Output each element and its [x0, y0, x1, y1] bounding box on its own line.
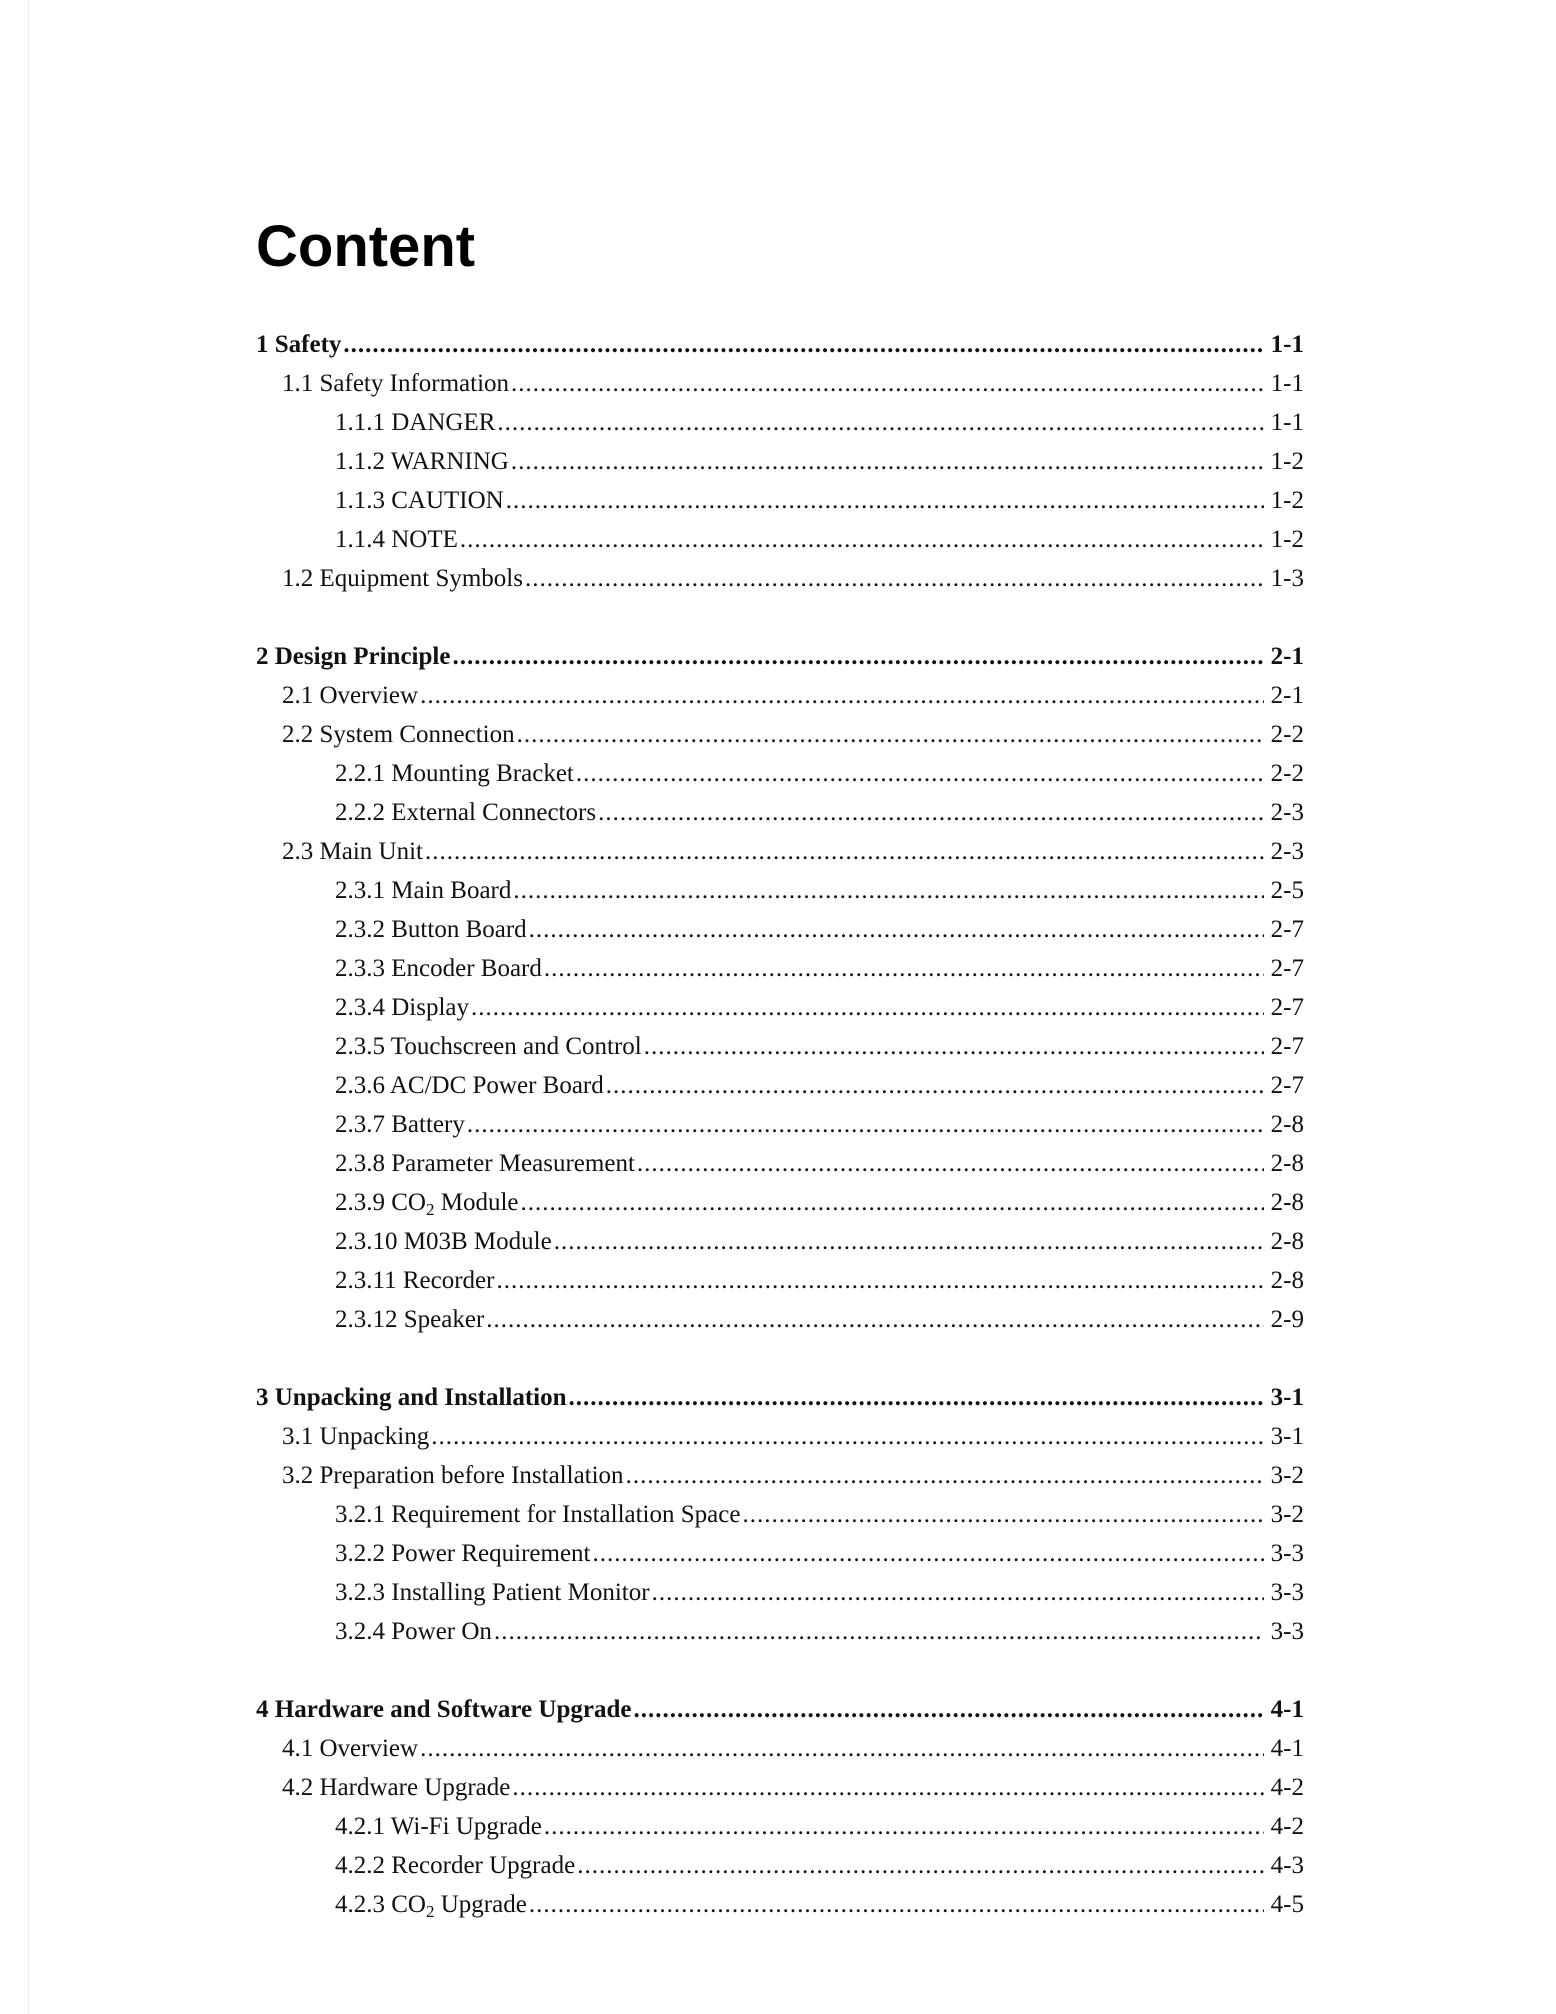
- toc-entry-2-3-5[interactable]: [256, 1027, 1304, 1066]
- toc-label: 2.3.6 AC/DC Power Board: [335, 1072, 604, 1099]
- toc-page-number: 3-3: [1270, 1618, 1304, 1645]
- toc-label: 3.2.3 Installing Patient Monitor: [335, 1579, 650, 1606]
- toc-leader-dots: [471, 988, 1264, 1027]
- toc-entry-4-1[interactable]: [256, 1729, 1304, 1768]
- toc-entry-2[interactable]: [256, 637, 1304, 676]
- toc-leader-dots: [496, 1261, 1264, 1300]
- toc-entry-1-1-2[interactable]: [256, 442, 1304, 481]
- toc-page-number: 2-2: [1270, 721, 1304, 748]
- toc-leader-dots: [742, 1495, 1264, 1534]
- toc-leader-dots: [544, 1807, 1264, 1846]
- toc-page-number: 1-2: [1270, 487, 1304, 514]
- toc-entry-2-3-9[interactable]: [256, 1183, 1304, 1222]
- toc-entry-2-3-3[interactable]: [256, 949, 1304, 988]
- toc-label: 1.1 Safety Information: [282, 370, 510, 397]
- toc-page-number: 2-9: [1270, 1306, 1304, 1333]
- toc-page-number: 4-2: [1270, 1813, 1304, 1840]
- toc-label: 3 Unpacking and Installation: [256, 1384, 567, 1411]
- toc-entry-3-2-2[interactable]: [256, 1534, 1304, 1573]
- toc-label: 2.3.11 Recorder: [335, 1267, 495, 1294]
- toc-entry-3-1[interactable]: [256, 1417, 1304, 1456]
- toc-leader-dots: [626, 1456, 1264, 1495]
- toc-entry-1[interactable]: [256, 325, 1304, 364]
- toc-label: 4.1 Overview: [282, 1735, 419, 1762]
- toc-entry-2-3[interactable]: [256, 832, 1304, 871]
- toc-label: 3.2 Preparation before Installation: [282, 1462, 624, 1489]
- toc-leader-dots: [425, 832, 1264, 871]
- toc-leader-dots: [420, 676, 1264, 715]
- toc-label-suffix: Upgrade: [434, 1891, 527, 1918]
- toc-leader-dots: [576, 754, 1264, 793]
- toc-leader-dots: [511, 364, 1264, 403]
- toc-page-number: 2-7: [1270, 1033, 1304, 1060]
- toc-entry-1-1[interactable]: [256, 364, 1304, 403]
- table-of-contents: [256, 325, 1304, 1924]
- toc-leader-dots: [544, 949, 1264, 988]
- toc-label: 1.1.3 CAUTION: [335, 487, 504, 514]
- toc-leader-dots: [513, 871, 1264, 910]
- toc-entry-3-2-3[interactable]: [256, 1573, 1304, 1612]
- toc-label: 1.1.2 WARNING: [335, 448, 509, 475]
- toc-entry-1-2[interactable]: [256, 559, 1304, 598]
- toc-page-number: 4-1: [1270, 1735, 1304, 1762]
- toc-leader-dots: [529, 1885, 1264, 1924]
- toc-entry-4-2-3[interactable]: [256, 1885, 1304, 1924]
- toc-label: 2.3.12 Speaker: [335, 1306, 485, 1333]
- toc-leader-dots: [517, 715, 1264, 754]
- toc-label: 2.1 Overview: [282, 682, 419, 709]
- toc-leader-dots: [452, 637, 1264, 676]
- toc-entry-3[interactable]: [256, 1378, 1304, 1417]
- toc-page-number: 2-2: [1270, 760, 1304, 787]
- toc-page-number: 2-8: [1270, 1228, 1304, 1255]
- toc-label: 2.3.10 M03B Module: [335, 1228, 552, 1255]
- toc-leader-dots: [420, 1729, 1264, 1768]
- toc-entry-2-2[interactable]: [256, 715, 1304, 754]
- toc-label: 2.3.3 Encoder Board: [335, 955, 542, 982]
- toc-entry-2-2-1[interactable]: [256, 754, 1304, 793]
- toc-label: 2.3.1 Main Board: [335, 877, 512, 904]
- toc-page-number: 1-1: [1270, 331, 1304, 358]
- toc-page-number: 2-7: [1270, 955, 1304, 982]
- toc-label: 2.3.7 Battery: [335, 1111, 465, 1138]
- toc-leader-dots: [497, 403, 1264, 442]
- toc-page-number: 4-2: [1270, 1774, 1304, 1801]
- toc-label: 2 Design Principle: [256, 643, 451, 670]
- toc-leader-dots: [633, 1690, 1264, 1729]
- toc-entry-1-1-3[interactable]: [256, 481, 1304, 520]
- toc-page-number: 2-8: [1270, 1150, 1304, 1177]
- toc-entry-2-3-1[interactable]: [256, 871, 1304, 910]
- toc-label: 2.2 System Connection: [282, 721, 515, 748]
- toc-leader-dots: [644, 1027, 1264, 1066]
- toc-entry-3-2[interactable]: [256, 1456, 1304, 1495]
- toc-leader-dots: [506, 481, 1264, 520]
- toc-leader-dots: [554, 1222, 1264, 1261]
- toc-entry-1-1-4[interactable]: [256, 520, 1304, 559]
- toc-page-number: 3-1: [1270, 1423, 1304, 1450]
- toc-label: 1.1.4 NOTE: [335, 526, 458, 553]
- toc-entry-2-3-2[interactable]: [256, 910, 1304, 949]
- toc-page-number: 2-7: [1270, 994, 1304, 1021]
- toc-leader-dots: [494, 1612, 1264, 1651]
- toc-label-prefix: 2.3.9 CO: [335, 1189, 426, 1216]
- toc-label: 1.1.1 DANGER: [335, 409, 496, 436]
- toc-label: 4 Hardware and Software Upgrade: [256, 1696, 632, 1723]
- toc-label: 2.2.2 External Connectors: [335, 799, 597, 826]
- toc-page-number: 2-8: [1270, 1189, 1304, 1216]
- toc-leader-dots: [431, 1417, 1264, 1456]
- toc-page-number: 1-3: [1270, 565, 1304, 592]
- toc-page-number: 2-3: [1270, 799, 1304, 826]
- toc-page-number: 2-7: [1270, 1072, 1304, 1099]
- toc-page-number: 3-2: [1270, 1501, 1304, 1528]
- toc-label: [335, 1885, 527, 1924]
- toc-page-number: 2-8: [1270, 1267, 1304, 1294]
- toc-page-number: 3-3: [1270, 1579, 1304, 1606]
- toc-leader-dots: [486, 1300, 1264, 1339]
- toc-leader-dots: [343, 325, 1264, 364]
- toc-label: 1.2 Equipment Symbols: [282, 565, 523, 592]
- toc-page-number: 2-5: [1270, 877, 1304, 904]
- toc-label: 2.3.5 Touchscreen and Control: [335, 1033, 642, 1060]
- toc-leader-dots: [525, 559, 1264, 598]
- toc-leader-dots: [467, 1105, 1264, 1144]
- toc-entry-4-2-2[interactable]: [256, 1846, 1304, 1885]
- toc-label: 3.2.2 Power Requirement: [335, 1540, 591, 1567]
- toc-page-number: 2-7: [1270, 916, 1304, 943]
- toc-page-number: 4-3: [1270, 1852, 1304, 1879]
- toc-leader-dots: [569, 1378, 1264, 1417]
- toc-leader-dots: [529, 910, 1264, 949]
- toc-label: 2.3.8 Parameter Measurement: [335, 1150, 635, 1177]
- toc-leader-dots: [598, 793, 1264, 832]
- toc-label: 4.2.2 Recorder Upgrade: [335, 1852, 576, 1879]
- toc-label: 4.2.1 Wi-Fi Upgrade: [335, 1813, 542, 1840]
- toc-page-number: 1-1: [1270, 370, 1304, 397]
- toc-entry-2-3-6[interactable]: [256, 1066, 1304, 1105]
- toc-label: 2.3.2 Button Board: [335, 916, 527, 943]
- toc-label: 3.2.4 Power On: [335, 1618, 492, 1645]
- page-title: Content: [256, 214, 476, 279]
- toc-page-number: 1-1: [1270, 409, 1304, 436]
- toc-page-number: 2-3: [1270, 838, 1304, 865]
- toc-leader-dots: [652, 1573, 1264, 1612]
- toc-page-number: 1-2: [1270, 448, 1304, 475]
- page-edge-line: [28, 0, 29, 2014]
- toc-leader-dots: [512, 1768, 1264, 1807]
- toc-page-number: 2-1: [1270, 682, 1304, 709]
- toc-entry-2-2-2[interactable]: [256, 793, 1304, 832]
- toc-entry-2-3-12[interactable]: [256, 1300, 1304, 1339]
- toc-label-subscript: 2: [425, 1200, 435, 1219]
- toc-page-number: 1-2: [1270, 526, 1304, 553]
- toc-page-number: 4-5: [1270, 1891, 1304, 1918]
- toc-label-prefix: 4.2.3 CO: [335, 1891, 426, 1918]
- toc-label: [335, 1183, 519, 1222]
- toc-entry-4-2[interactable]: [256, 1768, 1304, 1807]
- toc-label: 4.2 Hardware Upgrade: [282, 1774, 511, 1801]
- toc-page-number: 2-8: [1270, 1111, 1304, 1138]
- toc-entry-2-3-8[interactable]: [256, 1144, 1304, 1183]
- toc-label: 2.3.4 Display: [335, 994, 470, 1021]
- toc-leader-dots: [593, 1534, 1264, 1573]
- toc-leader-dots: [511, 442, 1264, 481]
- toc-label-suffix: Module: [434, 1189, 519, 1216]
- toc-entry-2-3-11[interactable]: [256, 1261, 1304, 1300]
- toc-leader-dots: [606, 1066, 1264, 1105]
- toc-entry-3-2-4[interactable]: [256, 1612, 1304, 1651]
- toc-label: 3.1 Unpacking: [282, 1423, 430, 1450]
- toc-label: 3.2.1 Requirement for Installation Space: [335, 1501, 741, 1528]
- toc-entry-2-1[interactable]: [256, 676, 1304, 715]
- toc-entry-2-3-7[interactable]: [256, 1105, 1304, 1144]
- toc-leader-dots: [460, 520, 1264, 559]
- toc-entry-2-3-4[interactable]: [256, 988, 1304, 1027]
- toc-leader-dots: [521, 1183, 1264, 1222]
- toc-page-number: 3-1: [1270, 1384, 1304, 1411]
- toc-label: 1 Safety: [256, 331, 342, 358]
- toc-label: 2.2.1 Mounting Bracket: [335, 760, 574, 787]
- toc-entry-2-3-10[interactable]: [256, 1222, 1304, 1261]
- toc-page-number: 4-1: [1270, 1696, 1304, 1723]
- toc-leader-dots: [577, 1846, 1264, 1885]
- toc-entry-4[interactable]: [256, 1690, 1304, 1729]
- toc-page-number: 3-2: [1270, 1462, 1304, 1489]
- toc-label-subscript: 2: [425, 1902, 435, 1921]
- toc-page-number: 3-3: [1270, 1540, 1304, 1567]
- toc-page-number: 2-1: [1270, 643, 1304, 670]
- toc-leader-dots: [637, 1144, 1264, 1183]
- toc-entry-4-2-1[interactable]: [256, 1807, 1304, 1846]
- toc-entry-1-1-1[interactable]: [256, 403, 1304, 442]
- toc-label: 2.3 Main Unit: [282, 838, 423, 865]
- toc-entry-3-2-1[interactable]: [256, 1495, 1304, 1534]
